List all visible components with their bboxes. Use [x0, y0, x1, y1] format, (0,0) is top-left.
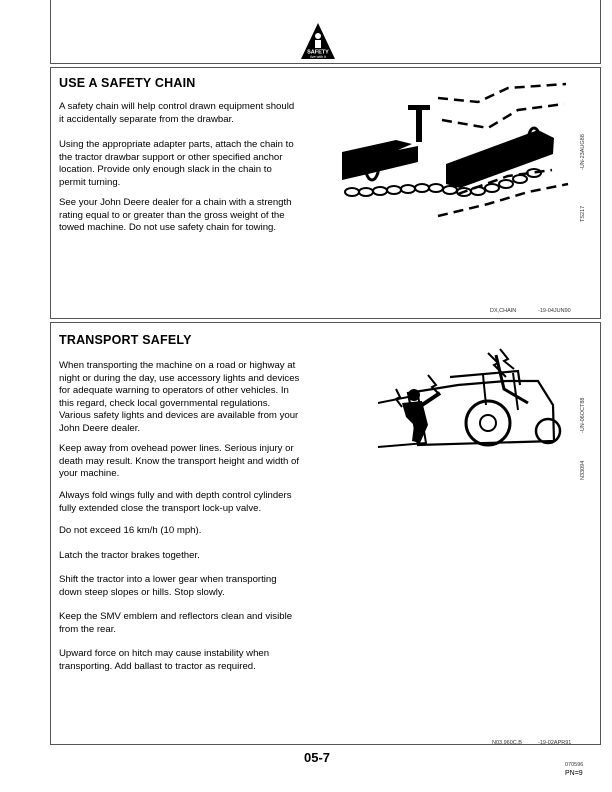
- transport-paragraph: Upward force on hitch may cause instability when transporting. Add ballast to tractor as required.: [59, 648, 270, 672]
- doc-code: 070596: [565, 762, 584, 768]
- safety-alert-icon: [300, 22, 336, 62]
- safety-icon-subtext: live with it: [310, 55, 326, 59]
- transport-ref-date: -19-02APR91: [538, 740, 572, 746]
- safety-icon-text: SAFETY: [307, 49, 329, 56]
- transport-image-code: N33094: [580, 460, 586, 480]
- safety-chain-image-date: -UN-23AUG88: [580, 134, 586, 170]
- transport-paragraph: When transporting the machine on a road or highway at night or during the day, use accessory lights and devices for adequate warning to operators of other vehicles. In this regard, check local governmental regulations. Various safety lights and devices are available from your John Deere dealer.: [59, 360, 300, 434]
- page-number: 05-7: [304, 750, 331, 765]
- safety-chain-title: USE A SAFETY CHAIN: [59, 76, 196, 90]
- pn-number: PN=9: [565, 770, 583, 777]
- transport-image-date: -UN-06OCT88: [580, 397, 586, 433]
- transport-paragraph: Do not exceed 16 km/h (10 mph).: [59, 525, 202, 536]
- transport-ref-code: N03,960C,B: [492, 740, 522, 746]
- safety-chain-paragraph: Using the appropriate adapter parts, attach the chain to the tractor drawbar support or other specified anchor location. Provide only enough slack in the chain to permit turning.: [59, 139, 294, 188]
- transport-paragraph: Always fold wings fully and with depth control cylinders fully extended close the transport lock-up valve.: [59, 490, 292, 514]
- safety-chain-ref-date: -19-04JUN90: [538, 308, 571, 314]
- transport-paragraph: Keep away from ovehead power lines. Serious injury or death may result. Know the transport height and width of your machine.: [59, 443, 299, 480]
- safety-chain-paragraph: See your John Deere dealer for a chain with a strength rating equal to or greater than the gross weight of the towed machine. Do not use safety chain for towing.: [59, 197, 292, 234]
- transport-paragraph: Latch the tractor brakes together.: [59, 550, 200, 561]
- safety-chain-paragraph: A safety chain will help control drawn equipment should it accidentally separate from the drawbar.: [59, 101, 295, 125]
- safety-chain-illustration: [338, 80, 570, 230]
- transport-paragraph: Keep the SMV emblem and reflectors clean and visible from the rear.: [59, 611, 293, 635]
- power-line-tractor-illustration: [378, 345, 573, 450]
- safety-chain-image-code: TS217: [580, 205, 586, 222]
- transport-safely-title: TRANSPORT SAFELY: [59, 333, 192, 347]
- safety-chain-ref-code: DX,CHAIN: [490, 308, 517, 314]
- transport-paragraph: Shift the tractor into a lower gear when transporting down steep slopes or hills. Stop slowly.: [59, 574, 277, 598]
